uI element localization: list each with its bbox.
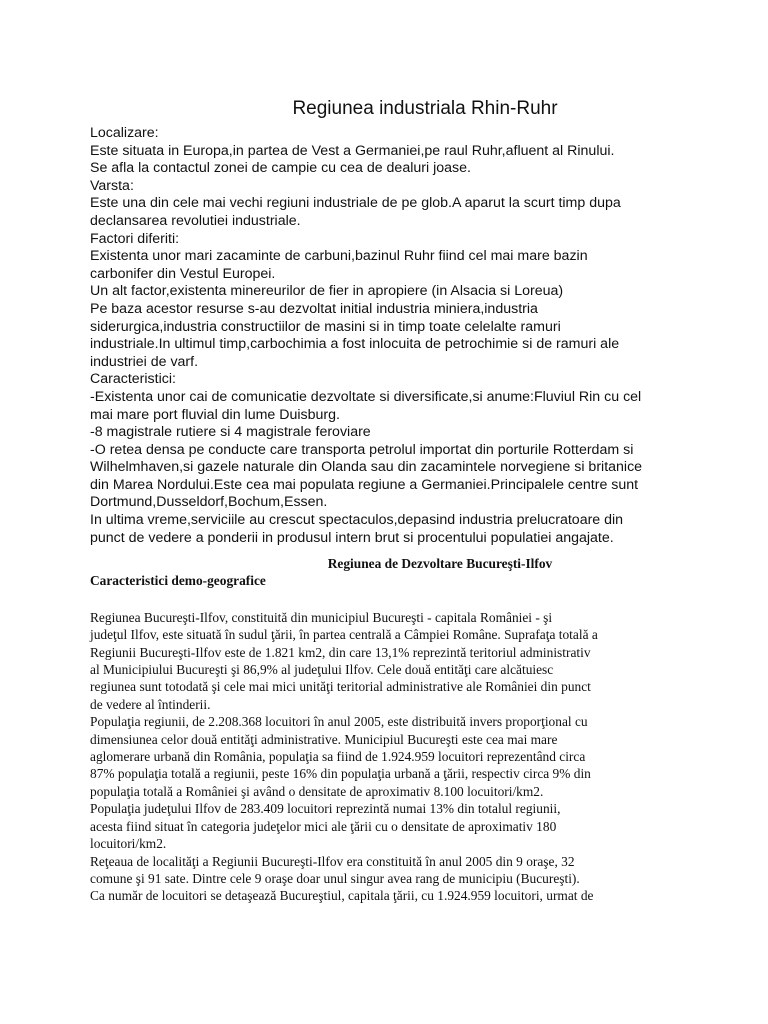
text-line: judeţul Ilfov, este situată în sudul ţării, în partea centrală a Câmpiei Române. Suprafaţa totală a [90,627,598,643]
text-line: acesta fiind situat în categoria judeţelor mici ale ţării cu o densitate de aproximativ 180 [90,818,557,834]
text-line: populaţia totală a României şi având o densitate de aproximativ 8.100 locuitori/km2. [90,783,544,799]
text-line: din Marea Nordului.Este cea mai populata regiune a Germaniei.Principalele centre sunt [90,476,639,493]
text-line: Factori diferiti: [90,230,180,247]
section-title: Regiunea de Dezvoltare Bucureşti-Ilfov [327,556,553,571]
text-line: de vedere al întinderii. [90,696,211,712]
text-line: regiunea sunt totodată şi cele mai mici unităţi teritorial administrative ale României din punct [90,679,591,695]
text-line: Dortmund,Dusseldorf,Bochum,Essen. [90,494,328,511]
text-line: Ca număr de locuitori se detaşează Bucureştiul, capitala ţării, cu 1.924.959 locuitori, urmat de [90,888,594,904]
text-line: siderurgica,industria constructiilor de masini si in timp toate celelalte ramuri [90,318,561,335]
text-line: -O retea densa pe conducte care transporta petrolul importat din porturile Rotterdam si [90,441,634,458]
text-line: 87% populaţia totală a regiunii, peste 16% din populaţia urbană a ţării, respectiv circa 9% din [90,766,591,782]
text-line: Regiunea Bucureşti-Ilfov, constituită din municipiul Bucureşti - capitala României - şi [90,609,553,625]
text-line: locuitori/km2. [90,836,167,852]
text-line: Wilhelmhaven,si gazele naturale din Olanda sau din zacamintele norvegiene si britanice [90,459,643,476]
text-line: dimensiunea celor două entităţi administrative. Municipiul Bucureşti este cea mai mare [90,731,558,747]
text-line: al Municipiului Bucureşti şi 86,9% al judeţului Ilfov. Cele două entităţi care alcătuiesc [90,662,554,678]
text-line: Un alt factor,existenta minereurilor de fier in apropiere (in Alsacia si Loreua) [90,283,564,300]
text-line: aglomerare urbană din România, populaţia sa fiind de 1.924.959 locuitori reprezentând circa [90,749,586,765]
text-line: In ultima vreme,serviciile au crescut spectaculos,depasind industria prelucratoare din [90,512,624,529]
text-line: carbonifer din Vestul Europei. [90,265,276,282]
section-body [90,125,690,547]
text-line: Este situata in Europa,in partea de Vest a Germaniei,pe raul Ruhr,afluent al Rinului. [90,142,615,159]
text-line: Varsta: [90,177,134,194]
text-line: punct de vedere a ponderii in produsul intern brut si procentului populatiei angajate. [90,529,614,546]
text-line: -Existenta unor cai de comunicatie dezvoltate si diversificate,si anume:Fluviul Rin cu cel [90,388,642,405]
text-line: -8 magistrale rutiere si 4 magistrale feroviare [90,424,371,441]
text-line: Populaţia judeţului Ilfov de 283.409 locuitori reprezintă numai 13% din totalul regiunii, [90,801,561,817]
text-line: Reţeaua de localităţi a Regiunii Bucureşti-Ilfov era constituită în anul 2005 din 9 oraşe, 32 [90,853,575,869]
section-bucuresti-ilfov [90,555,670,905]
text-line: Localizare: [90,125,159,141]
text-line: Este una din cele mai vechi regiuni industriale de pe glob.A aparut la scurt timp dupa [90,195,621,212]
section-rhin-ruhr [90,98,690,547]
text-line: declansarea revolutiei industriale. [90,212,301,229]
section-title: Regiunea industriala Rhin-Ruhr [292,98,558,119]
text-line: industriei de varf. [90,353,199,370]
text-line: Regiunii Bucureşti-Ilfov este de 1.821 km2, din care 13,1% reprezintă teritoriul administrativ [90,644,591,660]
text-line: Caracteristici: [90,371,176,388]
text-line: Pe baza acestor resurse s-au dezvoltat initial industria miniera,industria [90,300,538,317]
text-line: Existenta unor mari zacaminte de carbuni,bazinul Ruhr fiind cel mai mare bazin [90,248,588,265]
section-subtitle: Caracteristici demo-geografice [90,573,266,589]
text-line: Se afla la contactul zonei de campie cu cea de dealuri joase. [90,160,471,177]
section-body [90,609,670,905]
text-line: Populaţia regiunii, de 2.208.368 locuitori în anul 2005, este distribuită invers proporţional cu [90,714,588,730]
text-line: industriale.In ultimul timp,carbochimia a fost inlocuita de petrochimie si de ramuri ale [90,336,620,353]
text-line: comune şi 91 sate. Dintre cele 9 oraşe doar unul singur avea rang de municipiu (Bucureşti). [90,870,580,886]
text-line: mai mare port fluvial din lume Duisburg. [90,406,340,423]
